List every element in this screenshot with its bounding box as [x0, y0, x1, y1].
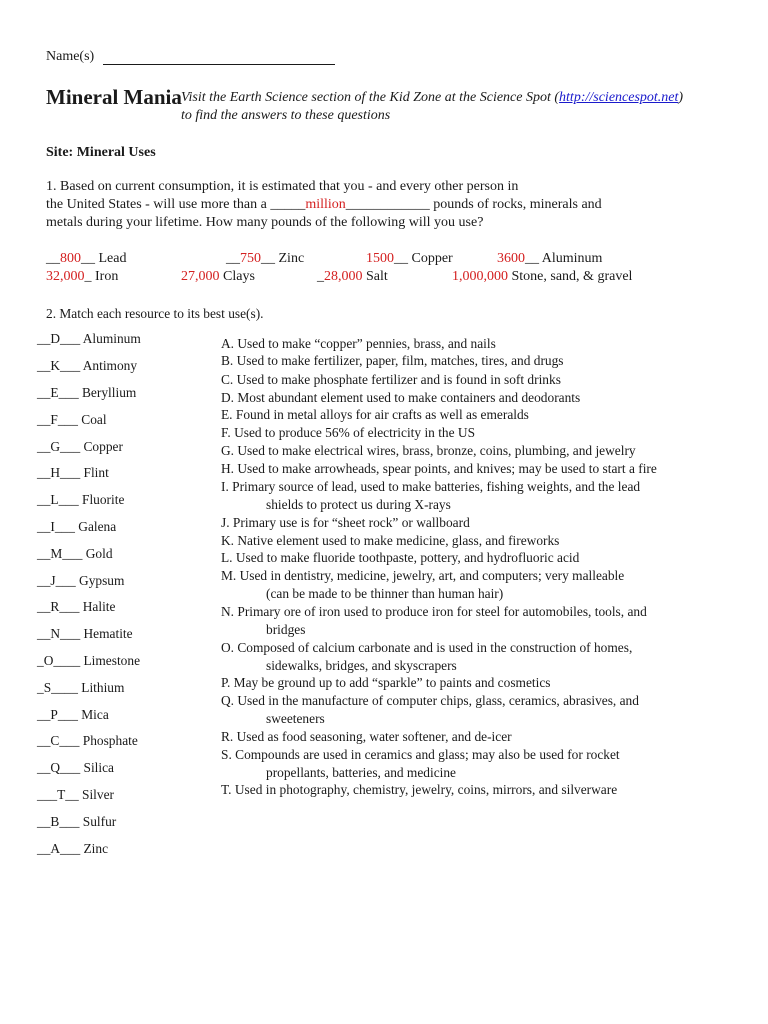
use-m: M. Used in dentistry, medicine, jewelry, art, and computers; very malleable [221, 568, 625, 583]
item-post: __ Zinc [261, 251, 305, 266]
use-h: H. Used to make arrowheads, spear points, and knives; may be used to start a fire [221, 461, 657, 476]
resource-sulfur: __B___ Sulfur [37, 814, 117, 829]
use-j: J. Primary use is for “sheet rock” or wallboard [221, 515, 470, 530]
q1-item-copper [366, 250, 453, 267]
resource-flint: __H___ Flint [37, 465, 109, 480]
item-post: _ Iron [84, 269, 119, 284]
use-d: D. Most abundant element used to make containers and deodorants [221, 390, 581, 405]
q1-line3: metals during your lifetime. How many pounds of the following will you use? [46, 215, 484, 230]
intro-part2: ) [678, 90, 684, 105]
resource-mica: __P___ Mica [37, 707, 109, 722]
use-s: S. Compounds are used in ceramics and glass; may also be used for rocket [221, 747, 620, 762]
use-i: I. Primary source of lead, used to make batteries, fishing weights, and the lead [221, 479, 641, 494]
resource-fluorite: __L___ Fluorite [37, 492, 125, 507]
q2-prompt: 2. Match each resource to its best use(s). [46, 306, 264, 321]
q1-item-aluminum [497, 250, 602, 267]
use-k: K. Native element used to make medicine, glass, and fireworks [221, 533, 560, 548]
item-post: Clays [219, 269, 255, 284]
item-answer: 750 [240, 251, 261, 266]
use-r: R. Used as food seasoning, water softener, and de-icer [221, 729, 512, 744]
item-post: __ Copper [394, 251, 453, 266]
item-answer: 32,000 [46, 269, 85, 284]
name-input-line[interactable] [103, 64, 335, 65]
item-post: __ Lead [81, 251, 127, 266]
q1-answer-million: million [305, 197, 346, 212]
q1-item-stone [452, 268, 632, 285]
use-c: C. Used to make phosphate fertilizer and is found in soft drinks [221, 372, 561, 387]
item-answer: 800 [60, 251, 81, 266]
site-label: Site: Mineral Uses [46, 145, 156, 160]
resource-silica: __Q___ Silica [37, 760, 114, 775]
resource-antimony: __K___ Antimony [37, 358, 138, 373]
resource-beryllium: __E___ Beryllium [37, 385, 137, 400]
use-n: N. Primary ore of iron used to produce iron for steel for automobiles, tools, and [221, 604, 647, 619]
intro-text [181, 89, 683, 106]
q1-line2 [46, 196, 602, 213]
use-n-cont: bridges [266, 622, 306, 637]
use-f: F. Used to produce 56% of electricity in the US [221, 425, 476, 440]
item-answer: 1500 [366, 251, 394, 266]
q1-line1: 1. Based on current consumption, it is estimated that you - and every other person in [46, 179, 519, 194]
use-o-cont: sidewalks, bridges, and skyscrapers [266, 658, 457, 673]
intro-line2: to find the answers to these questions [181, 108, 391, 123]
item-answer: 27,000 [181, 269, 220, 284]
q1-item-iron [46, 268, 118, 285]
resource-limestone: _O____ Limestone [37, 653, 141, 668]
use-s-cont: propellants, batteries, and medicine [266, 765, 457, 780]
use-m-cont: (can be made to be thinner than human hair) [266, 586, 504, 601]
use-q-cont: sweeteners [266, 711, 325, 726]
sciencespot-link[interactable]: http://sciencespot.net [559, 90, 679, 105]
resource-galena: __I___ Galena [37, 519, 117, 534]
q1-item-zinc [226, 250, 304, 267]
resource-aluminum: __D___ Aluminum [37, 331, 141, 346]
resource-silver: ___T__ Silver [37, 787, 114, 802]
q1-line2-pre: the United States - will use more than a _____ [46, 197, 306, 212]
item-pre: _ [317, 269, 324, 284]
use-a: A. Used to make “copper” pennies, brass, and nails [221, 336, 496, 351]
resource-gold: __M___ Gold [37, 546, 113, 561]
item-pre: __ [226, 251, 240, 266]
use-l: L. Used to make fluoride toothpaste, pottery, and hydrofluoric acid [221, 550, 580, 565]
resource-phosphate: __C___ Phosphate [37, 733, 138, 748]
item-pre: __ [46, 251, 60, 266]
use-b: B. Used to make fertilizer, paper, film, matches, tires, and drugs [221, 353, 564, 368]
resource-halite: __R___ Halite [37, 599, 116, 614]
use-i-cont: shields to protect us during X-rays [266, 497, 451, 512]
use-p: P. May be ground up to add “sparkle” to paints and cosmetics [221, 675, 551, 690]
item-answer: 3600 [497, 251, 525, 266]
q1-line2-post: ____________ pounds of rocks, minerals and [345, 197, 602, 212]
item-answer: 1,000,000 [452, 269, 508, 284]
resource-gypsum: __J___ Gypsum [37, 573, 125, 588]
resource-coal: __F___ Coal [37, 412, 107, 427]
item-answer: 28,000 [324, 269, 363, 284]
q1-item-clays [181, 268, 255, 285]
resource-lithium: _S____ Lithium [37, 680, 125, 695]
name-label: Name(s) [46, 49, 95, 64]
page-title: Mineral Mania [46, 85, 182, 109]
q1-item-salt [317, 268, 388, 285]
q1-item-lead [46, 250, 126, 267]
use-o: O. Composed of calcium carbonate and is used in the construction of homes, [221, 640, 633, 655]
resource-hematite: __N___ Hematite [37, 626, 133, 641]
item-post: __ Aluminum [525, 251, 603, 266]
use-t: T. Used in photography, chemistry, jewelry, coins, mirrors, and silverware [221, 782, 618, 797]
intro-part1: Visit the Earth Science section of the Kid Zone at the Science Spot ( [181, 90, 560, 105]
use-g: G. Used to make electrical wires, brass, bronze, coins, plumbing, and jewelry [221, 443, 636, 458]
resource-copper: __G___ Copper [37, 439, 123, 454]
resource-zinc: __A___ Zinc [37, 841, 109, 856]
use-q: Q. Used in the manufacture of computer chips, glass, ceramics, abrasives, and [221, 693, 639, 708]
use-e: E. Found in metal alloys for air crafts as well as emeralds [221, 407, 529, 422]
item-post: Stone, sand, & gravel [508, 269, 633, 284]
item-post: Salt [362, 269, 388, 284]
